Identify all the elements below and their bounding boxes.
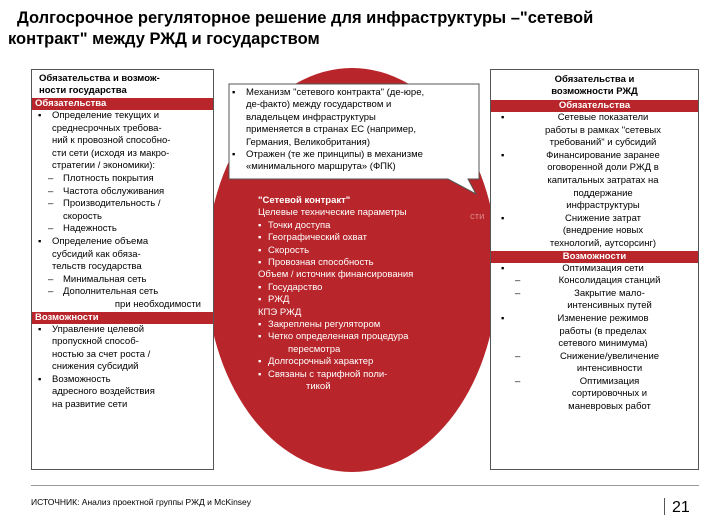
text-line: ний к провозной способно-	[52, 135, 171, 147]
text-line: технологий, аутсорсинг)	[549, 237, 657, 249]
text-line: требований" и субсидий	[549, 137, 657, 149]
bullet-icon: ▪	[258, 244, 262, 256]
rzd-panel	[490, 69, 699, 470]
center-title: "Сетевой контракт"	[258, 195, 351, 206]
funding-header: Объем / источник финансирования	[258, 269, 414, 281]
bullet-icon: ▪	[258, 356, 262, 368]
bullet-icon: ▪	[501, 149, 505, 161]
state-item-subsidies	[32, 236, 213, 274]
state-opp-capacity	[32, 324, 213, 374]
state-sub-min-network	[32, 274, 213, 287]
text-line: работы (в пределах	[559, 325, 647, 337]
kpi-item	[258, 319, 472, 331]
rzd-sub-intensity	[491, 351, 698, 376]
state-sub-density	[32, 173, 213, 186]
text-line: скорость	[63, 210, 102, 222]
source-note: ИСТОЧНИК: Анализ проектной группы РЖД и McKinsey	[31, 497, 252, 507]
text-line: Сетевые показатели	[557, 112, 649, 123]
bullet-icon: ▪	[38, 323, 42, 335]
rzd-opp-mode-change	[491, 313, 698, 351]
footer-divider	[31, 485, 699, 486]
text-line: сти сети (исходя из макро-	[52, 147, 170, 159]
text-line: сортировочных и	[571, 388, 648, 400]
bullet-icon: ▪	[38, 373, 42, 385]
funding-item	[258, 294, 472, 306]
text-line: среднесрочных требова-	[52, 122, 162, 134]
title-line-2: контракт" между РЖД и государством	[8, 30, 320, 48]
rzd-opportunities-bar: Возможности	[491, 251, 698, 263]
params-header: Целевые технические параметры	[258, 207, 407, 219]
state-obligations-bar: Обязательства	[32, 98, 213, 110]
text-line: Консолидация станций	[558, 275, 661, 287]
text-line: владельцем инфраструктуры	[246, 111, 376, 123]
slide-title	[8, 8, 698, 50]
bullet-icon: ▪	[258, 232, 262, 244]
callout-item-fpk	[228, 149, 478, 174]
state-panel	[31, 69, 214, 470]
rzd-obligations-bar: Обязательства	[491, 100, 698, 112]
text-line: работы в рамках "сетевых	[545, 124, 661, 136]
text-line: поддержание	[573, 187, 633, 199]
text-line: Точки доступа	[268, 219, 331, 231]
param-item	[258, 245, 472, 257]
text-line: сетевого минимума)	[558, 338, 648, 350]
text-line: де-факто) между государством и	[246, 99, 392, 111]
rzd-header-line-2: возможности РЖД	[551, 85, 638, 97]
bullet-icon: ▪	[258, 281, 262, 293]
bullet-icon: ▪	[38, 110, 42, 121]
bullet-icon: ▪	[258, 319, 262, 331]
text-line: Связаны с тарифной поли-	[268, 368, 388, 380]
kpi-item	[258, 331, 472, 356]
param-item	[258, 232, 472, 244]
text-line: Снижение затрат	[564, 212, 642, 224]
text-line: Долгосрочный характер	[268, 356, 374, 368]
text-line: интенсивности	[576, 363, 643, 375]
state-item-requirements	[32, 110, 213, 173]
rzd-obl-cost-reduction	[491, 213, 698, 251]
kpi-item	[258, 356, 472, 368]
text-line: Производительность /	[63, 198, 161, 210]
text-line: Географический охват	[268, 232, 367, 244]
text-line: при необходимости	[114, 298, 201, 310]
text-line: Изменение режимов	[557, 312, 649, 324]
text-line: Управление целевой	[52, 323, 145, 335]
text-line: капитальных затратах на	[547, 174, 659, 186]
text-line: применяется в странах ЕС (например,	[246, 124, 416, 136]
text-line: маневровых работ	[568, 401, 651, 413]
param-item	[258, 220, 472, 232]
text-line: пересмотра	[288, 343, 341, 355]
text-line: Плотность покрытия	[63, 172, 154, 184]
page-number: 21	[672, 499, 690, 516]
state-sub-performance	[32, 198, 213, 223]
text-line: Дополнительная сеть	[63, 286, 159, 298]
text-line: Финансирование заранее	[546, 149, 660, 161]
state-sub-reliability	[32, 223, 213, 236]
rzd-sub-low-intensity-closure	[491, 288, 698, 313]
text-line: Минимальная сеть	[63, 273, 147, 285]
dash-icon: –	[515, 287, 521, 299]
text-line: на развитие сети	[52, 399, 128, 411]
text-line: Частота обслуживания	[63, 185, 165, 197]
text-line: Германия, Великобритания)	[246, 136, 370, 148]
state-sub-frequency	[32, 186, 213, 199]
title-line-1: Долгосрочное регуляторное решение для инфраструктуры –"сетевой	[17, 9, 594, 27]
text-line: Механизм "сетевого контракта" (де-юре,	[246, 87, 425, 98]
text-line: Провозная способность	[268, 257, 374, 269]
text-line: Снижение/увеличение	[559, 350, 660, 362]
text-line: тикой	[306, 381, 331, 393]
dash-icon: –	[515, 275, 521, 287]
rzd-obl-financing	[491, 150, 698, 213]
param-item	[258, 257, 472, 269]
bullet-icon: ▪	[232, 87, 236, 98]
text-line: Четко определенная процедура	[268, 331, 409, 343]
text-line: Оптимизация	[579, 375, 640, 387]
dash-icon: –	[48, 185, 54, 197]
text-line: инфраструктуры	[566, 200, 640, 212]
bullet-icon: ▪	[258, 331, 262, 343]
rzd-panel-header	[491, 70, 698, 100]
bullet-icon: ▪	[501, 112, 505, 123]
dash-icon: –	[515, 350, 521, 362]
text-line: Оптимизация сети	[562, 262, 644, 274]
bullet-icon: ▪	[258, 257, 262, 269]
state-panel-header	[32, 70, 213, 98]
text-line: Надежность	[63, 223, 117, 235]
bullet-icon: ▪	[258, 219, 262, 231]
text-line: Определение текущих и	[52, 110, 160, 121]
state-header-line-2: ности государства	[39, 84, 127, 96]
bullet-icon: ▪	[501, 312, 505, 324]
text-line: Определение объема	[52, 235, 149, 247]
text-line: «минимального маршрута» (ФПК)	[246, 161, 396, 173]
state-header-line-1: Обязательства и возмож-	[39, 73, 160, 84]
page-number-divider	[664, 498, 665, 515]
bullet-icon: ▪	[258, 368, 262, 380]
text-line: РЖД	[268, 294, 290, 306]
bullet-icon: ▪	[501, 212, 505, 224]
rzd-sub-station-consolidation	[491, 275, 698, 288]
bullet-icon: ▪	[232, 149, 236, 161]
text-line: субсидий как обяза-	[52, 248, 141, 260]
bullet-icon: ▪	[258, 294, 262, 306]
dash-icon: –	[48, 172, 54, 184]
text-line: снижения субсидий	[52, 361, 139, 373]
ghost-text: сти	[470, 211, 485, 222]
kpi-header: КПЭ РЖД	[258, 306, 302, 318]
bullet-icon: ▪	[38, 235, 42, 247]
text-line: Государство	[268, 281, 323, 293]
bullet-icon: ▪	[501, 262, 505, 274]
rzd-header-line-1: Обязательства и	[554, 74, 635, 85]
text-line: Закрытие мало-	[574, 287, 645, 299]
callout-text	[228, 87, 478, 174]
text-line: Закреплены регулятором	[268, 319, 381, 331]
text-line: ностью за счет роста /	[52, 348, 151, 360]
rzd-sub-sorting-optimization	[491, 376, 698, 414]
state-opp-targeting	[32, 374, 213, 412]
text-line: Возможность	[52, 373, 111, 385]
network-contract-text	[258, 195, 472, 394]
dash-icon: –	[48, 198, 54, 210]
dash-icon: –	[515, 375, 521, 387]
text-line: оговоренной доли РЖД в	[547, 162, 659, 174]
dash-icon: –	[48, 273, 54, 285]
state-sub-extra-network	[32, 286, 213, 311]
rzd-obl-network-metrics	[491, 112, 698, 150]
rzd-opp-network-optimization	[491, 263, 698, 276]
text-line: тельств государства	[52, 261, 142, 273]
dash-icon: –	[48, 223, 54, 235]
state-opportunities-bar: Возможности	[32, 312, 213, 324]
callout-item-eu	[228, 87, 478, 149]
text-line: Отражен (те же принципы) в механизме	[246, 149, 423, 161]
dash-icon: –	[48, 286, 54, 298]
text-line: Скорость	[268, 244, 310, 256]
funding-item	[258, 282, 472, 294]
text-line: интенсивных путей	[567, 300, 652, 312]
text-line: стратегии / экономики):	[52, 160, 156, 172]
kpi-item	[258, 369, 472, 394]
text-line: пропускной способ-	[52, 336, 139, 348]
text-line: (внедрение новых	[562, 225, 644, 237]
text-line: адресного воздействия	[52, 386, 155, 398]
